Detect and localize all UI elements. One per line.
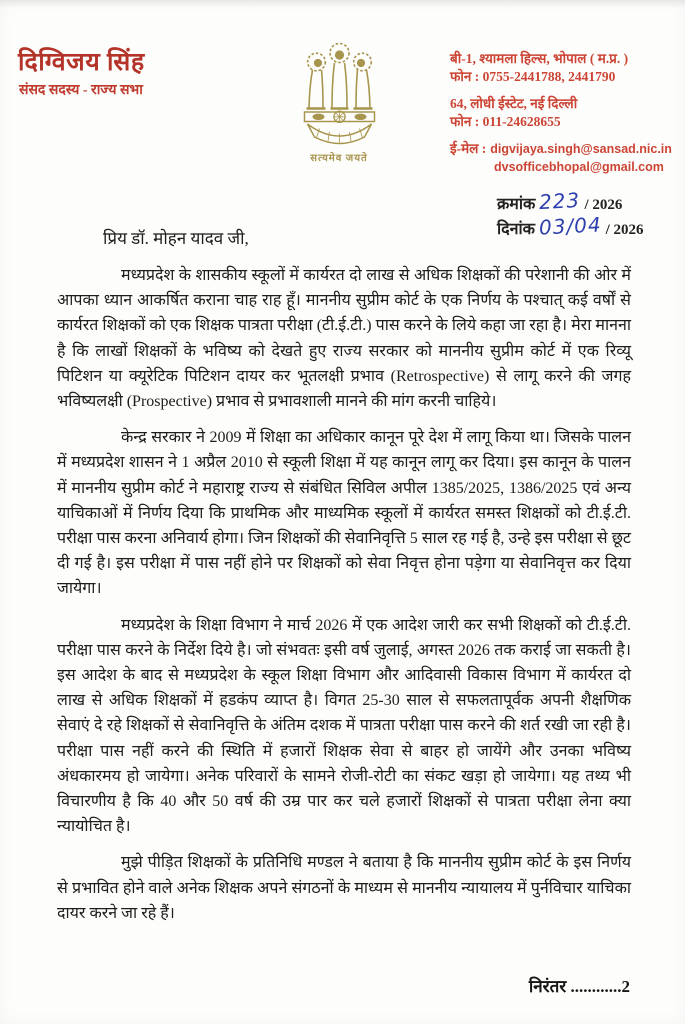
email-primary-line	[450, 140, 678, 158]
sender-title: संसद सदस्य - राज्य सभा	[19, 83, 143, 98]
serial-row	[497, 187, 644, 215]
delhi-phone-line: फोन : 011-24628655	[450, 114, 561, 129]
letter-body	[57, 226, 631, 937]
letter-paragraph-2: केन्द्र सरकार ने 2009 में शिक्षा का अधिकार कानून पूरे देश में लागू किया था। जिसके पालन में मध्यप्रदेश शासन ने 1 अप्रैल 2010 से स्कूली शिक्षा में यह कानून लागू कर दिया। इस कानून के पालन में माननीय सुप्रीम कोर्ट ने महाराष्ट्र राज्य से संबंधित सिविल अपील 1385/2025, 1386/2025 एवं अन्य याचिकाओं में निर्णय दिया कि प्राथमिक और माध्यमिक स्कूलों में कार्यरत समस्त शिक्षकों को टी.ई.टी. परीक्षा पास करना अनिवार्य होगा। जिन शिक्षकों की सेवानिवृत्ति 5 साल रह गई है, उन्हे इस परीक्षा से छूट दी गई है। इस परीक्षा में पास नहीं होने पर शिक्षकों को सेवा निवृत्त होना पड़ेगा या सेवानिवृत्त कर दिया जायेगा।	[57, 429, 631, 598]
date-value-handwritten: 03/04	[538, 212, 603, 240]
email-primary: digvijaya.singh@sansad.nic.in	[490, 142, 672, 156]
letter-paragraph-1: मध्यप्रदेश के शासकीय स्कूलों में कार्यरत दो लाख से अधिक शिक्षकों की परेशानी की ओर में आपका ध्यान आकर्षित कराना चाह राह हूँ। माननीय सुप्रीम कोर्ट के एक निर्णय के पश्चात् कई वर्षों से कार्यरत शिक्षकों को एक शिक्षक पात्रता परीक्षा (टी.ई.टी.) पास करने के लिये कहा जा रहा है। मेरा मानना है कि लाखों शिक्षकों के भविष्य को देखते हुए राज्य सरकार को माननीय सुप्रीम कोर्ट में एक रिव्यू पिटिशन या क्यूरेटिक पिटिशन दायर कर भूतलक्षी प्रभाव (Retrospective) से लागू करने की जगह भविष्यलक्षी (Prospective) प्रभाव से प्रभावशाली मानने की मांग करनी चाहिये।	[57, 267, 631, 411]
bhopal-phone-line: फोन : 0755-2441788, 2441790	[450, 69, 616, 84]
email-label: ई-मेल :	[450, 141, 487, 156]
bhopal-address-group	[450, 50, 678, 86]
bhopal-address-line: बी-1, श्यामला हिल्स, भोपाल ( म.प्र. )	[450, 51, 629, 66]
continuation-note: निरंतर ............2	[528, 977, 630, 996]
serial-number-handwritten: 223	[538, 187, 582, 215]
date-label: दिनांक	[497, 221, 535, 238]
letterhead-address-block	[450, 50, 678, 185]
serial-label: क्रमांक	[497, 196, 536, 213]
delhi-address-group	[450, 95, 678, 131]
national-emblem-icon	[292, 36, 387, 154]
salutation: प्रिय डॉ. मोहन यादव जी,	[103, 229, 249, 248]
date-year: / 2026	[605, 222, 644, 238]
email-group	[450, 140, 678, 176]
delhi-address-line: 64, लोधी ईस्टेट, नई दिल्ली	[450, 96, 578, 111]
letter-paragraph-3: मध्यप्रदेश के शिक्षा विभाग ने मार्च 2026 में एक आदेश जारी कर सभी शिक्षकों को टी.ई.टी. परीक्षा पास करने के निर्देश दिये है। जो संभवतः इसी वर्ष जुलाई, अगस्त 2026 तक कराई जा सकती है। इस आदेश के बाद से मध्यप्रदेश के स्कूल शिक्षा विभाग और आदिवासी विकास विभाग में कार्यरत दो लाख से अधिक शिक्षकों में हडकंप व्याप्त है। विगत 25-30 साल से सफलतापूर्वक अपनी शैक्षणिक सेवाएं दे रहे शिक्षकों से सेवानिवृत्ति के अंतिम दशक में पात्रता परीक्षा पास करने की शर्त रखी जा रही है। परीक्षा पास नहीं करने की स्थिति में हजारों शिक्षक सेवा से बाहर हो जायेंगे और उनका भविष्य अंधकारमय हो जायेगा। अनेक परिवारों के सामने रोजी-रोटी का संकट खड़ा हो जायेगा। यह तथ्य भी विचारणीय है कि 40 और 50 वर्ष की उम्र पार कर चले हजारों शिक्षकों से पात्रता परीक्षा लेना क्या न्यायोचित है।	[57, 616, 631, 836]
scan-artifact-shade	[0, 0, 685, 8]
letter-paragraph-4: मुझे पीड़ित शिक्षकों के प्रतिनिधि मण्डल ने बताया है कि माननीय सुप्रीम कोर्ट के इस निर्णय से प्रभावित होने वाले अनेक शिक्षक अपने संगठनों के माध्यम से माननीय न्यायालय में पुर्नविचार याचिका दायर करने जा रहे हैं।	[57, 854, 631, 922]
emblem-motto: सत्यमेव जयते	[310, 153, 368, 164]
email-secondary: dvsofficebhopal@gmail.com	[494, 160, 664, 174]
serial-year: / 2026	[584, 197, 623, 213]
sender-name: दिग्विजय सिंह	[18, 49, 145, 76]
